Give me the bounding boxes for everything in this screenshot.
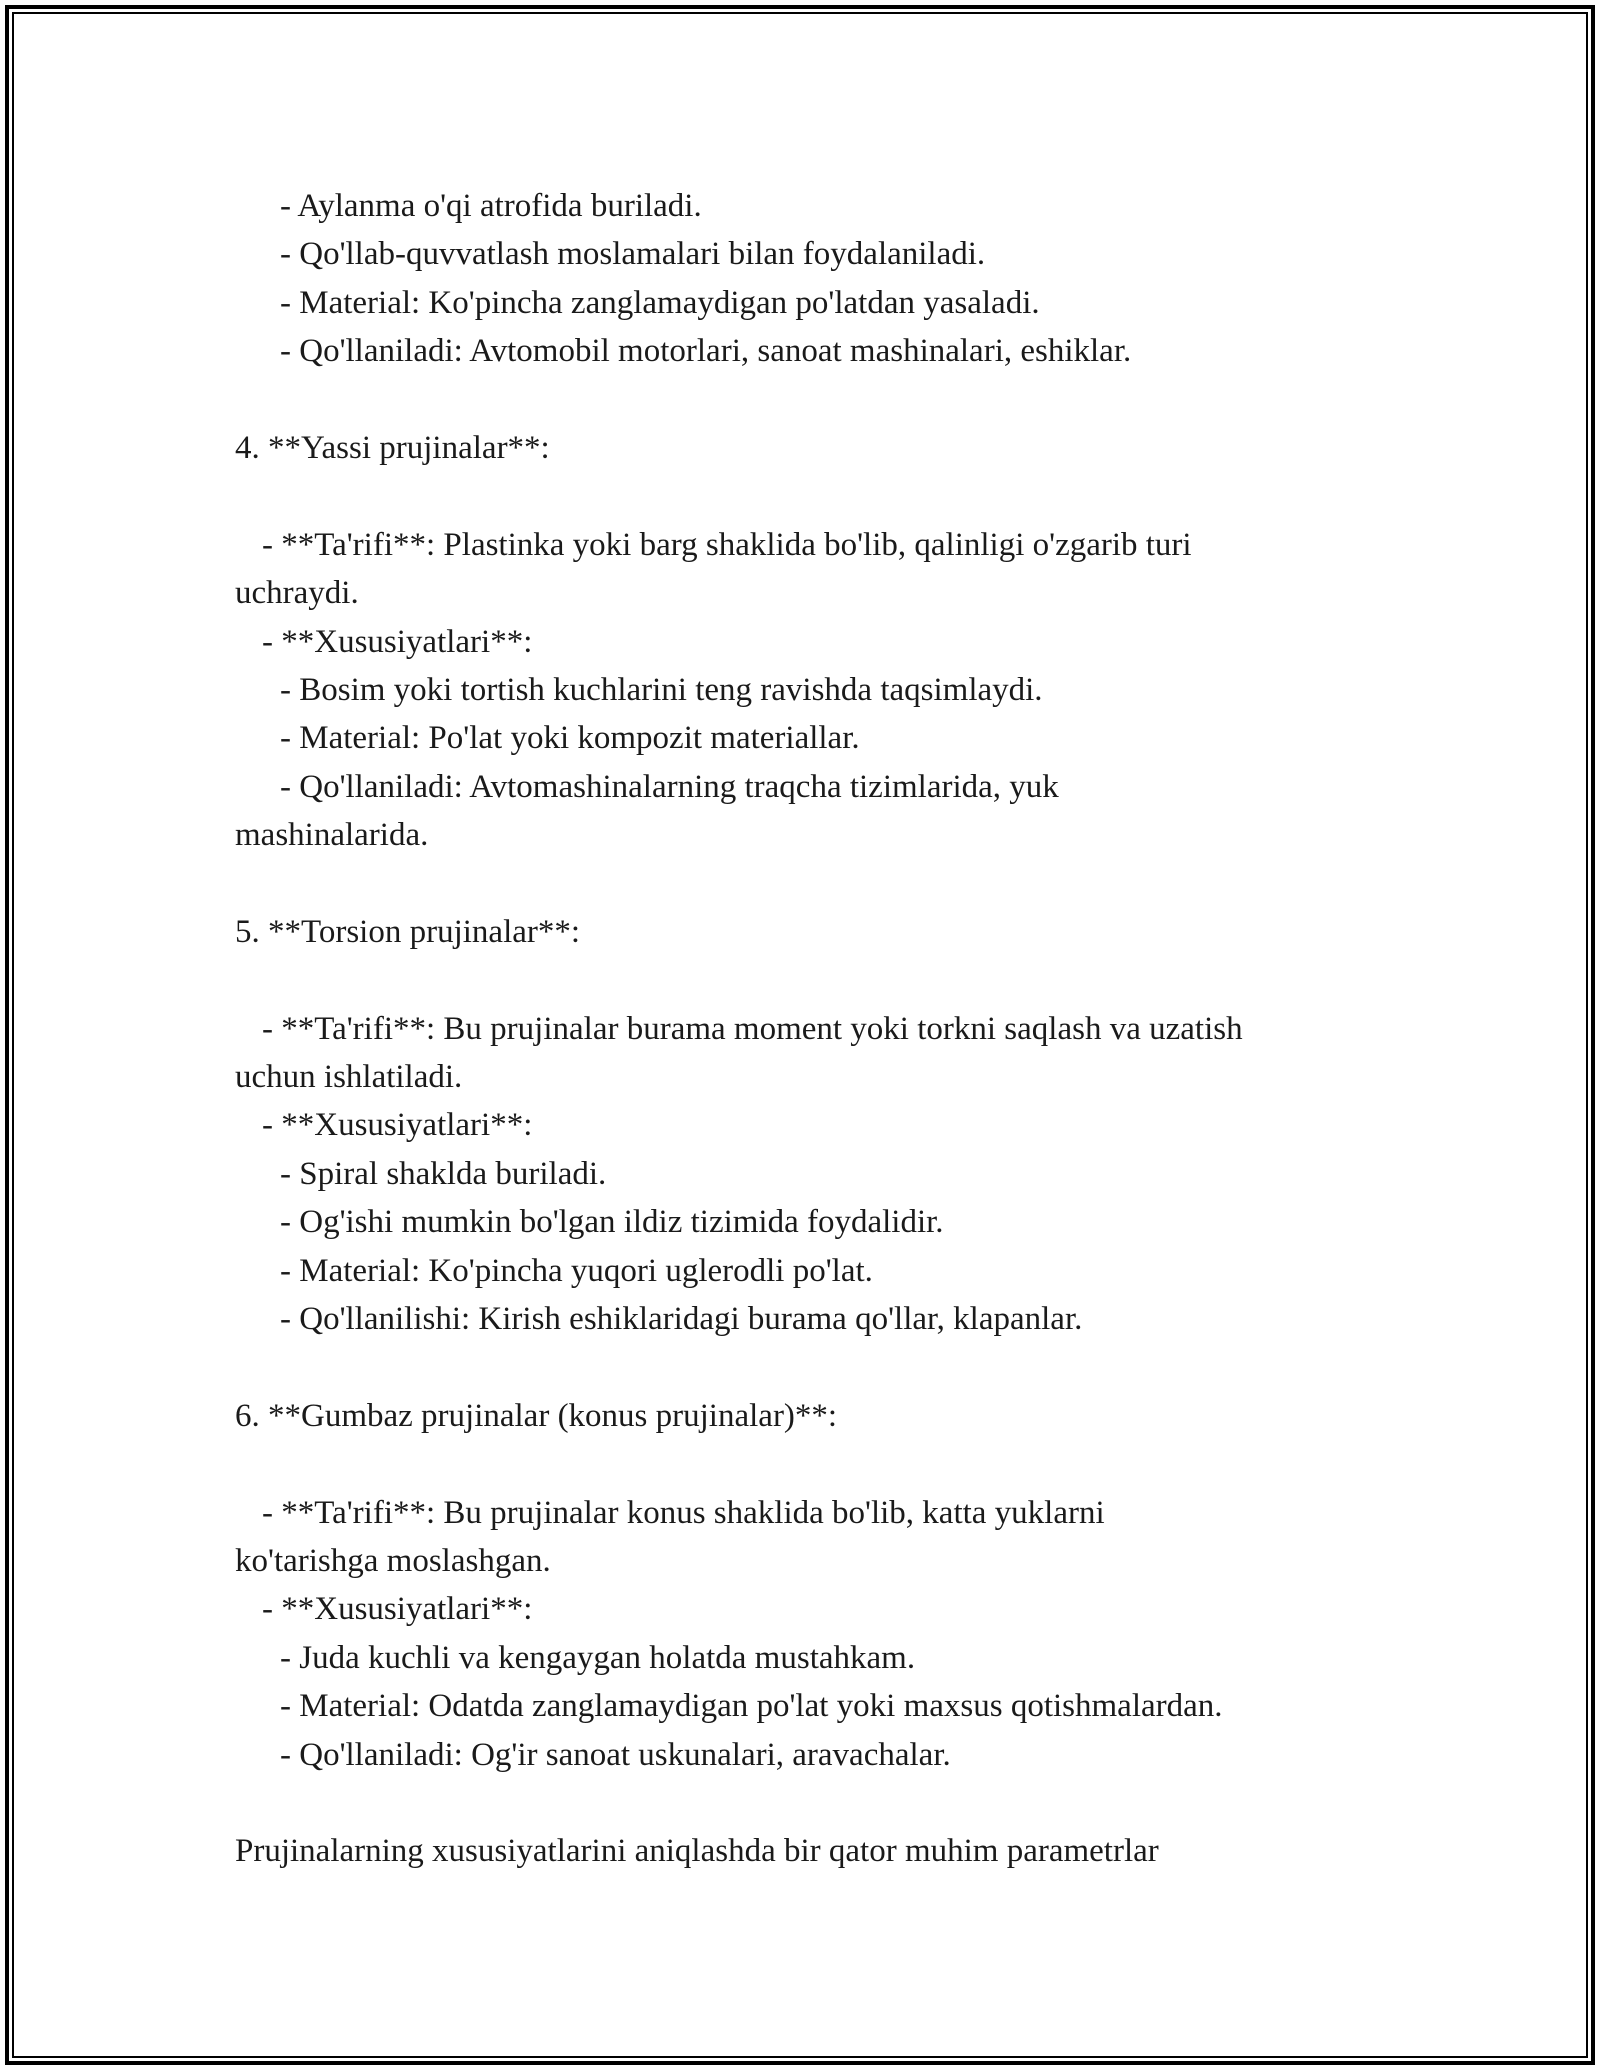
list-item-line: - **Xususiyatlari**: [262, 623, 533, 660]
blank-line [235, 1440, 1415, 1488]
list-item-line: - Qo'llab-quvvatlash moslamalari bilan foydalaniladi. [280, 236, 986, 273]
blank-line [235, 859, 1415, 907]
list-item-line: - Juda kuchli va kengaygan holatda mustahkam. [280, 1639, 916, 1676]
list-item-line: - Qo'llaniladi: Avtomashinalarning traqcha tizimlarida, yuk [280, 768, 1059, 805]
blank-line [235, 376, 1415, 424]
text-line: uchraydi. [235, 575, 359, 612]
text-line: 5. **Torsion prujinalar**: [235, 913, 581, 950]
text-line: 6. **Gumbaz prujinalar (konus prujinalar)**: [235, 1397, 838, 1434]
list-item-line: - **Ta'rifi**: Bu prujinalar konus shaklida bo'lib, katta yuklarni [262, 1494, 1105, 1531]
list-item-line: - **Ta'rifi**: Bu prujinalar burama moment yoki torkni saqlash va uzatish [262, 1010, 1243, 1047]
list-item-line: - Material: Po'lat yoki kompozit materiallar. [280, 720, 860, 757]
blank-line [235, 956, 1415, 1004]
list-item-line: - **Ta'rifi**: Plastinka yoki barg shaklida bo'lib, qalinligi o'zgarib turi [262, 526, 1192, 563]
list-item-line: - **Xususiyatlari**: [262, 1107, 533, 1144]
text-line: uchun ishlatiladi. [235, 1059, 463, 1096]
list-item-line: - Og'ishi mumkin bo'lgan ildiz tizimida foydalidir. [280, 1204, 944, 1241]
list-item-line: - Qo'llanilishi: Kirish eshiklaridagi burama qo'llar, klapanlar. [280, 1300, 1083, 1337]
list-item-line: - Aylanma o'qi atrofida buriladi. [280, 188, 702, 224]
text-line: mashinalarida. [235, 817, 429, 854]
text-line: ko'tarishga moslashgan. [235, 1542, 551, 1579]
list-item-line: - Material: Odatda zanglamaydigan po'lat yoki maxsus qotishmalardan. [280, 1688, 1223, 1725]
document-body [235, 182, 1415, 1876]
blank-line [235, 1779, 1415, 1827]
text-line: Prujinalarning xususiyatlarini aniqlashda bir qator muhim parametrlar [235, 1833, 1159, 1870]
list-item-line: - Spiral shaklda buriladi. [280, 1155, 607, 1192]
list-item-line: - Qo'llaniladi: Avtomobil motorlari, sanoat mashinalari, eshiklar. [280, 333, 1132, 370]
list-item-line: - Bosim yoki tortish kuchlarini teng ravishda taqsimlaydi. [280, 671, 1043, 708]
list-item-line: - Qo'llaniladi: Og'ir sanoat uskunalari, aravachalar. [280, 1736, 951, 1773]
blank-line [235, 1343, 1415, 1391]
list-item-line: - **Xususiyatlari**: [262, 1591, 533, 1628]
text-line: 4. **Yassi prujinalar**: [235, 429, 550, 466]
list-item-line: - Material: Ko'pincha zanglamaydigan po'latdan yasaladi. [280, 284, 1040, 321]
list-item-line: - Material: Ko'pincha yuqori uglerodli po'lat. [280, 1252, 873, 1289]
blank-line [235, 472, 1415, 520]
